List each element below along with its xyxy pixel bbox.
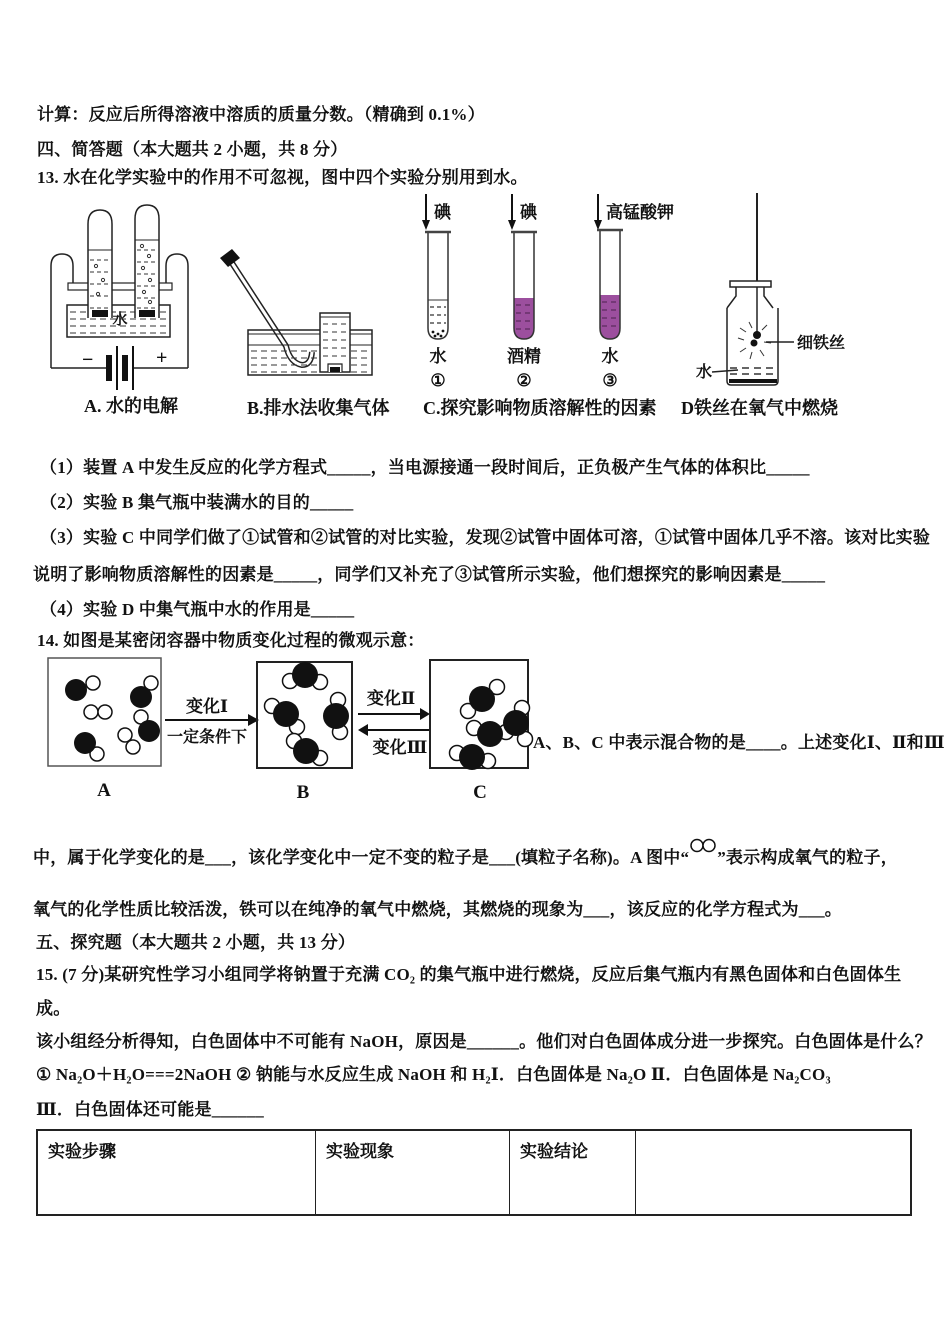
q15-line4: ① Na₂O＋H₂O===2NaOH ② 钠能与水反应生成 NaOH 和 H₂Ⅰ．白色固体是 Na₂O Ⅱ．白色固体是 Na₂CO₃ — [36, 1065, 831, 1084]
tube3-number: ③ — [602, 371, 618, 390]
delivery-tube — [230, 260, 312, 365]
q15-line2: 成。 — [36, 999, 71, 1018]
box-c-label: C — [473, 782, 487, 803]
water-label-d: 水 — [696, 364, 713, 381]
molecules-b — [265, 662, 350, 766]
table-header-steps: 实验步骤 — [38, 1131, 316, 1214]
change1-condition-label: 一定条件下 — [166, 729, 248, 746]
q13-part3: （3）实验 C 中同学们做了①试管和②试管的对比实验，发现②试管中固体可溶，①试管中固体几乎不溶。该对比实验 — [40, 528, 931, 547]
q14-line2-pre: 中，属于化学变化的是___，该化学变化中一定不变的粒子是___(填粒子名称)。A 图中“ — [33, 848, 690, 867]
tube2-number: ② — [516, 371, 532, 390]
tube1-solvent-label: 水 — [429, 347, 447, 366]
molecules-a — [65, 676, 160, 761]
tube1-solute-label: 碘 — [434, 203, 451, 222]
rubber-tip — [220, 249, 240, 267]
battery-icon — [106, 346, 133, 390]
molecules-c — [450, 680, 533, 771]
collection-bottle — [320, 313, 350, 372]
water-dashes-d — [730, 368, 775, 374]
micro-diagram — [44, 654, 544, 804]
spark-icon — [738, 322, 771, 359]
q13-part3-cont: 说明了影响物质溶解性的因素是_____，同学们又补充了③试管所示实验，他们想探究的影响因素是_____ — [33, 565, 826, 584]
minus-terminal-label: − — [82, 349, 94, 371]
tube3-solvent-label: 水 — [601, 347, 619, 366]
table-header-phenomena: 实验现象 — [316, 1131, 510, 1214]
electrolysis-diagram — [46, 196, 221, 418]
tube3-solute-label: 高锰酸钾 — [606, 203, 674, 222]
q13-part4: （4）实验 D 中集气瓶中水的作用是_____ — [40, 600, 355, 619]
water-label-a: 水 — [112, 312, 128, 328]
caption-c: C.探究影响物质溶解性的因素 — [423, 398, 657, 418]
thin-iron-wire-label: 细铁丝 — [797, 335, 846, 352]
electrode-right — [139, 310, 155, 317]
q13-part2: （2）实验 B 集气瓶中装满水的目的_____ — [40, 493, 354, 512]
gas-collection-diagram — [216, 246, 411, 394]
box-b-label: B — [296, 782, 310, 803]
section5-header: 五、探究题（本大题共 2 小题，共 13 分） — [36, 933, 356, 952]
tube2-solvent-label: 酒精 — [507, 347, 541, 366]
iron-wire-diagram — [694, 192, 914, 397]
test-tube-left — [88, 210, 112, 318]
solubility-tubes-diagram — [414, 192, 680, 392]
bottle-lid — [730, 281, 771, 287]
box-a-label: A — [97, 780, 111, 801]
q15-line1: 15. (7 分)某研究性学习小组同学将钠置于充满 CO₂ 的集气瓶中进行燃烧，反应后集气瓶内有黑色固体和白色固体生 — [36, 965, 902, 984]
section4-header: 四、简答题（本大题共 2 小题，共 8 分） — [37, 140, 348, 159]
wire-left — [51, 254, 73, 368]
q14-line3: 氧气的化学性质比较活泼，铁可以在纯净的氧气中燃烧，其燃烧的现象为___，该反应的化学方程式为___。 — [33, 900, 842, 919]
table-empty-cell — [636, 1131, 910, 1214]
change3-label: 变化Ⅲ — [372, 738, 428, 757]
caption-a: A. 水的电解 — [84, 396, 178, 416]
oxygen-molecule-icon — [689, 838, 717, 858]
tube2-liquid — [514, 298, 534, 339]
q14-after-figure: A、B、C 中表示混合物的是____。上述变化Ⅰ、Ⅱ和Ⅲ — [533, 733, 945, 752]
q13-part1: （1）装置 A 中发生反应的化学方程式_____，当电源接通一段时间后，正负极产生气体的体积比_____ — [40, 458, 810, 477]
change1-label: 变化Ⅰ — [186, 697, 228, 716]
plus-terminal-label: + — [156, 347, 168, 369]
tube1-number: ① — [430, 371, 446, 390]
q14-line2 — [33, 838, 898, 868]
table-header-conclusion: 实验结论 — [510, 1131, 636, 1214]
q14-line2-post: ”表示构成氧气的粒子， — [717, 848, 898, 867]
change2-label: 变化Ⅱ — [366, 689, 416, 708]
q15-line3: 该小组经分析得知，白色固体中不可能有 NaOH，原因是______。他们对白色固体成分进一步探究。白色固体是什么？ — [36, 1032, 932, 1051]
q14-intro: 14. 如图是某密闭容器中物质变化过程的微观示意： — [37, 631, 425, 650]
electrode-left — [92, 310, 108, 317]
q13-intro: 13. 水在化学实验中的作用不可忽视，图中四个实验分别用到水。 — [37, 168, 528, 187]
caption-d: D铁丝在氧气中燃烧 — [681, 398, 838, 418]
q15-line5: Ⅲ．白色固体还可能是______ — [36, 1100, 264, 1119]
caption-b: B.排水法收集气体 — [247, 398, 390, 418]
calc-instruction: 计算：反应后所得溶液中溶质的质量分数。（精确到 0.1%） — [37, 105, 485, 124]
experiment-table — [36, 1129, 912, 1216]
tube2-solute-label: 碘 — [520, 203, 537, 222]
